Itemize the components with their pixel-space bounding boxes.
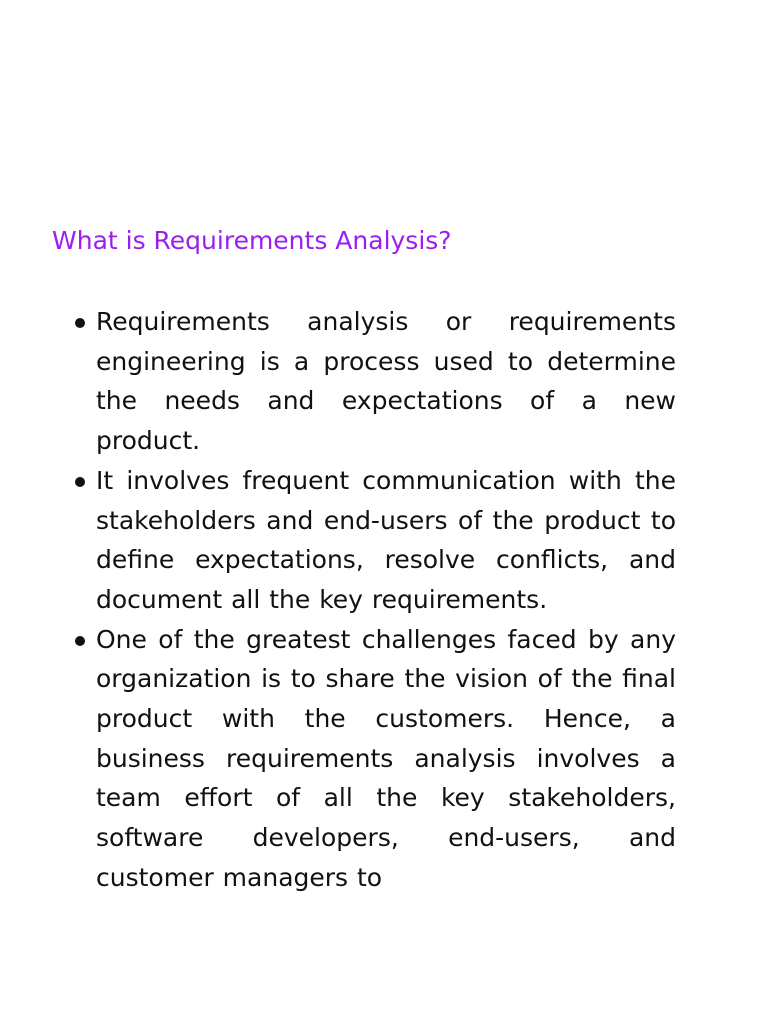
bullet-icon: [75, 477, 85, 487]
list-item: [74, 461, 676, 620]
bullet-text: One of the greatest challenges faced by any organization is to share the vision of the final product with the customers. Hence, a business requirements analysis involves a team effort of all the key stakeholders, software developers, end-users, and customer managers to: [96, 624, 676, 892]
list-item: [74, 620, 676, 898]
page-title: What is Requirements Analysis?: [52, 226, 452, 255]
list-item: [74, 302, 676, 461]
bullet-icon: [75, 318, 85, 328]
bullet-text: It involves frequent communication with the stakeholders and end-users of the product to define expectations, resolve conflicts, and document all the key requirements.: [96, 465, 676, 614]
bullet-icon: [75, 636, 85, 646]
bullet-list: [74, 302, 676, 898]
bullet-text: Requirements analysis or requirements engineering is a process used to determine the needs and expectations of a new product.: [96, 307, 676, 456]
